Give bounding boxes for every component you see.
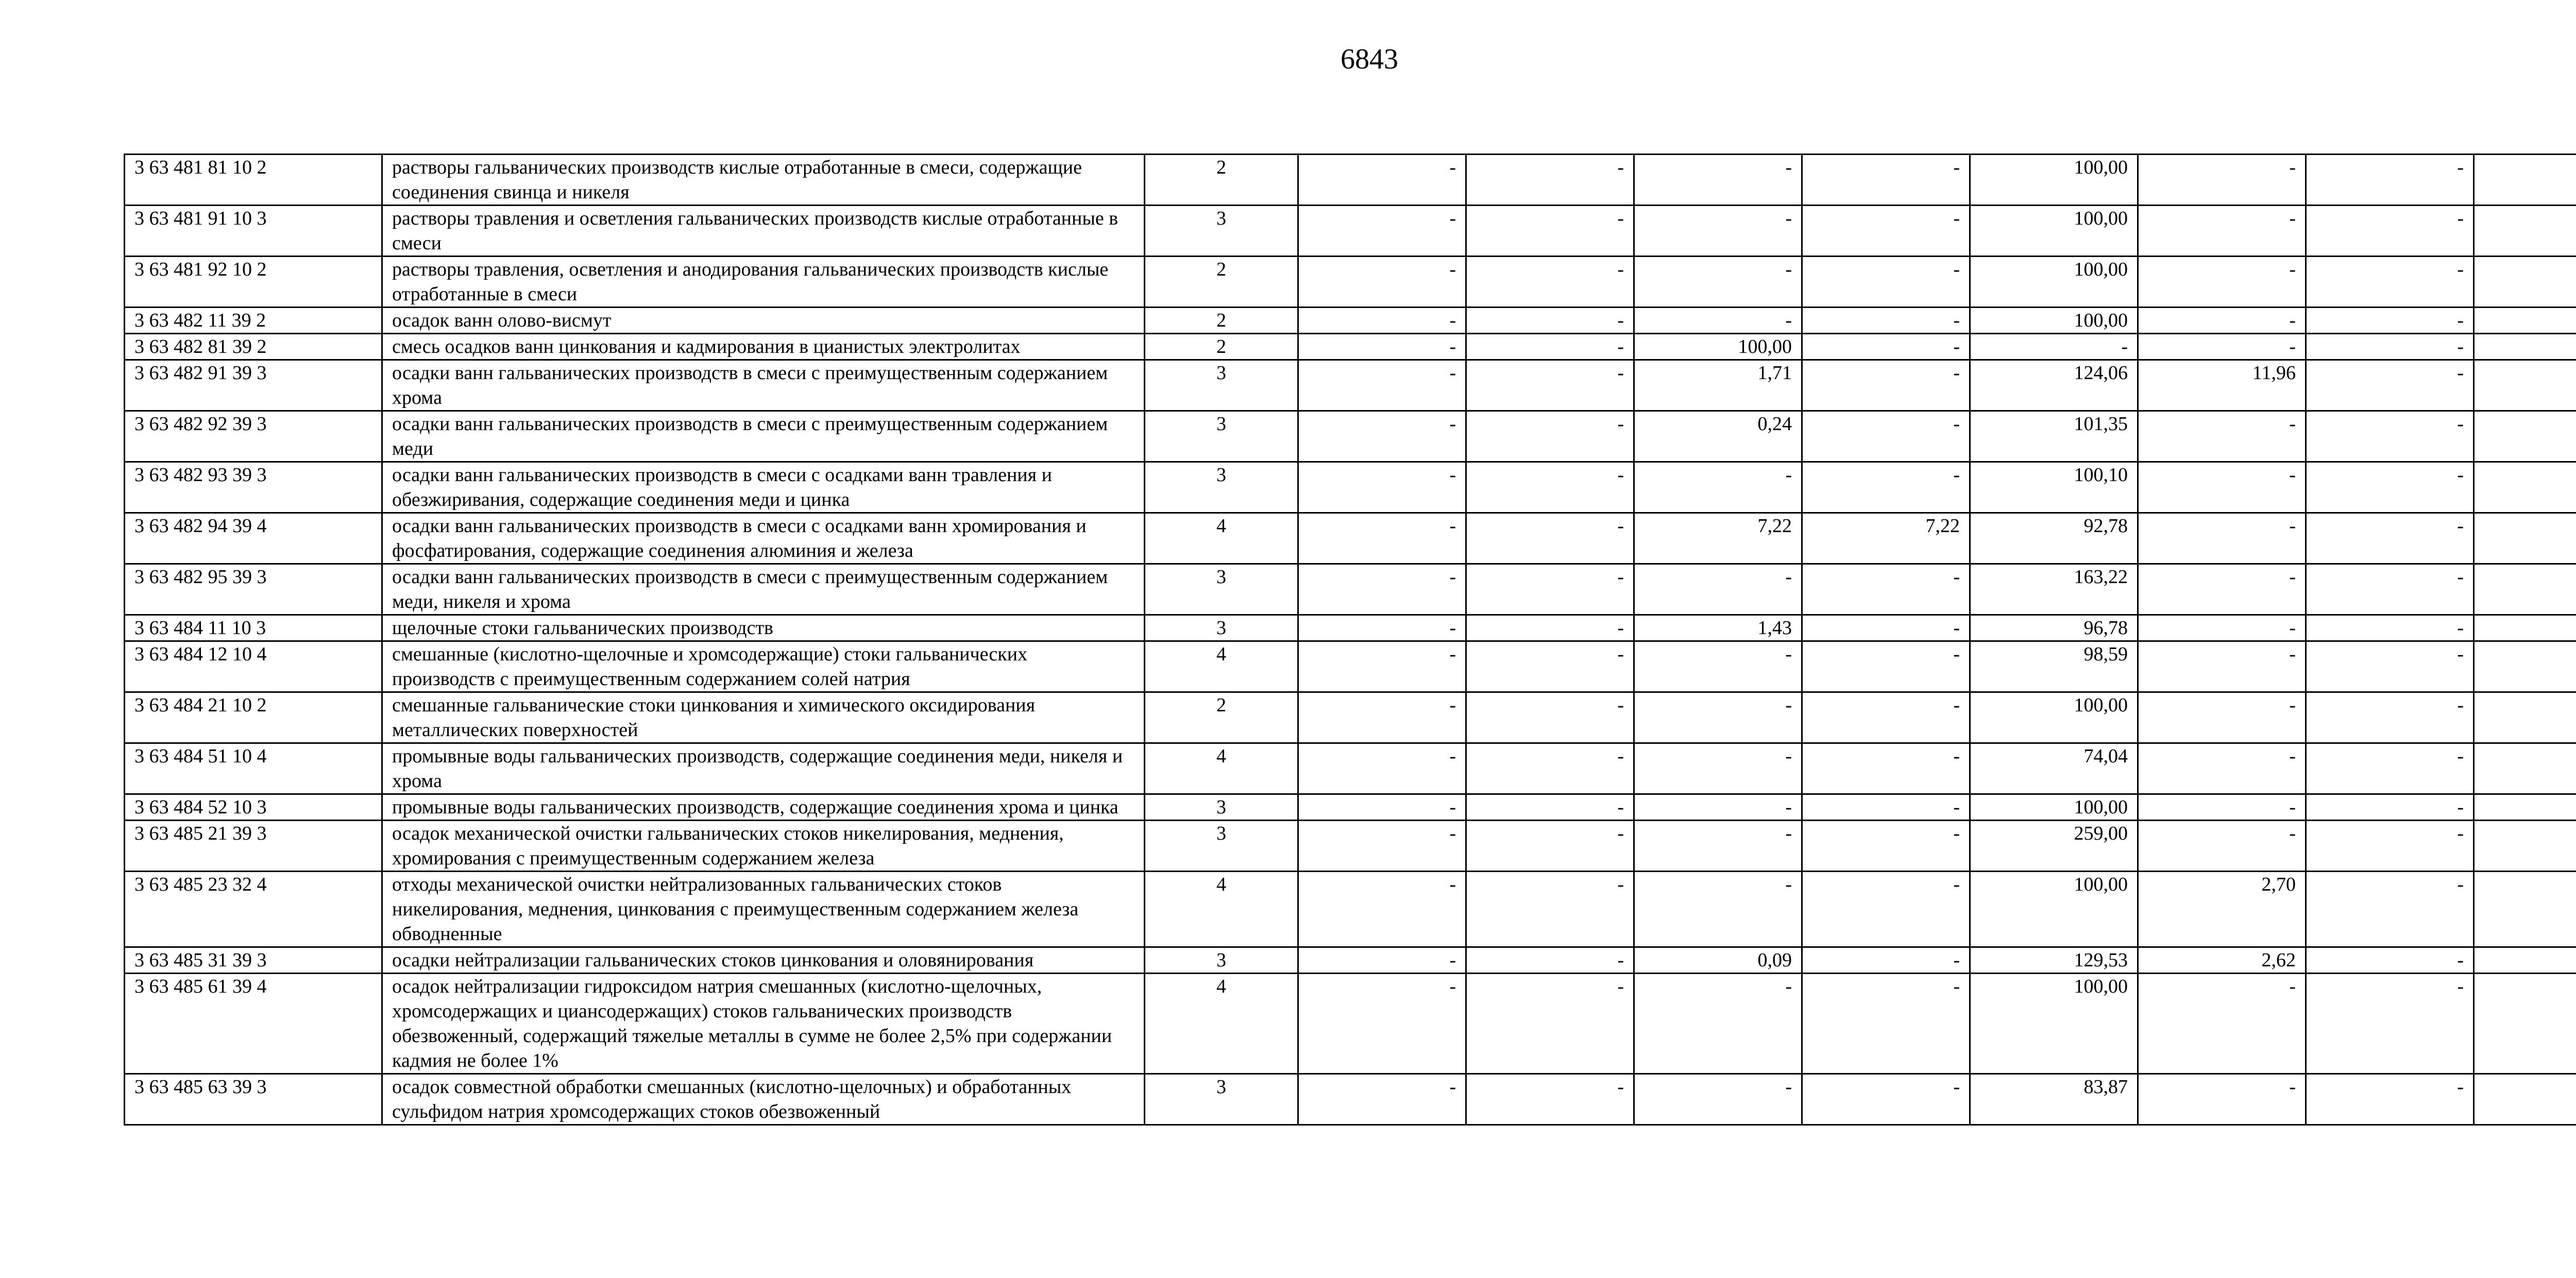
value-cell: 259,00 (1970, 821, 2138, 872)
value-cell: 100,00 (1970, 155, 2138, 206)
value-cell (2474, 411, 2576, 462)
value-cell: - (2306, 462, 2474, 513)
value-cell (2474, 947, 2576, 974)
value-cell: - (2138, 821, 2306, 872)
waste-name-cell: отходы механической очистки нейтрализованных гальванических стоков никелирования, меднения, цинкования с преимущественным содержанием железа обводненные (382, 872, 1145, 947)
value-cell: 83,87 (1970, 1074, 2138, 1125)
table-row (125, 206, 2576, 257)
value-cell (2474, 334, 2576, 360)
value-cell: - (1634, 462, 1802, 513)
value-cell: - (1466, 462, 1634, 513)
table-row (125, 743, 2576, 794)
waste-name-cell: промывные воды гальванических производств, содержащие соединения хрома и цинка (382, 794, 1145, 821)
value-cell: - (1802, 743, 1970, 794)
waste-name-cell: осадки ванн гальванических производств в смеси с преимущественным содержанием хрома (382, 360, 1145, 411)
value-cell (2474, 513, 2576, 564)
value-cell (2474, 462, 2576, 513)
value-cell: - (1802, 947, 1970, 974)
waste-code-cell: 3 63 484 12 10 4 (125, 641, 382, 692)
value-cell: 74,04 (1970, 743, 2138, 794)
value-cell: - (2306, 257, 2474, 308)
value-cell: - (1802, 794, 1970, 821)
value-cell: - (2306, 821, 2474, 872)
value-cell: - (1466, 564, 1634, 615)
value-cell: - (1298, 794, 1466, 821)
value-cell: - (2138, 462, 2306, 513)
value-cell: - (1298, 308, 1466, 334)
value-cell: 11,96 (2138, 360, 2306, 411)
table-row (125, 641, 2576, 692)
value-cell: - (1466, 155, 1634, 206)
waste-code-cell: 3 63 485 21 39 3 (125, 821, 382, 872)
value-cell: - (2138, 1074, 2306, 1125)
value-cell: 100,10 (1970, 462, 2138, 513)
value-cell: - (1298, 743, 1466, 794)
table-row (125, 462, 2576, 513)
waste-code-cell: 3 63 482 92 39 3 (125, 411, 382, 462)
value-cell: - (1298, 155, 1466, 206)
waste-code-cell: 3 63 482 93 39 3 (125, 462, 382, 513)
value-cell: - (2306, 1074, 2474, 1125)
value-cell: 163,22 (1970, 564, 2138, 615)
value-cell: 100,00 (1970, 308, 2138, 334)
value-cell: - (2138, 641, 2306, 692)
value-cell: - (1298, 257, 1466, 308)
hazard-class-cell: 3 (1145, 1074, 1298, 1125)
value-cell: - (2306, 411, 2474, 462)
value-cell: - (1802, 257, 1970, 308)
value-cell: - (2306, 334, 2474, 360)
hazard-class-cell: 3 (1145, 462, 1298, 513)
table-row (125, 308, 2576, 334)
value-cell: - (1634, 974, 1802, 1074)
table-body (125, 155, 2576, 1125)
value-cell (2474, 743, 2576, 794)
hazard-class-cell: 4 (1145, 513, 1298, 564)
value-cell: - (2306, 206, 2474, 257)
page-number: 6843 (1341, 43, 1398, 75)
waste-name-cell: осадок совместной обработки смешанных (кислотно-щелочных) и обработанных сульфидом натрия хромсодержащих стоков обезвоженный (382, 1074, 1145, 1125)
value-cell: - (1466, 308, 1634, 334)
value-cell: - (1466, 743, 1634, 794)
waste-code-cell: 3 63 485 61 39 4 (125, 974, 382, 1074)
value-cell (2474, 308, 2576, 334)
value-cell: - (1466, 1074, 1634, 1125)
hazard-class-cell: 3 (1145, 206, 1298, 257)
value-cell: - (2306, 794, 2474, 821)
value-cell: - (1634, 206, 1802, 257)
table-row (125, 821, 2576, 872)
table-row (125, 155, 2576, 206)
waste-name-cell: смешанные (кислотно-щелочные и хромсодержащие) стоки гальванических производств с преимущественным содержанием солей натрия (382, 641, 1145, 692)
value-cell: - (1466, 641, 1634, 692)
table-row (125, 360, 2576, 411)
value-cell: - (1802, 872, 1970, 947)
waste-name-cell: щелочные стоки гальванических производств (382, 615, 1145, 641)
table-row (125, 257, 2576, 308)
value-cell: - (2138, 155, 2306, 206)
waste-name-cell: растворы травления и осветления гальванических производств кислые отработанные в смеси (382, 206, 1145, 257)
value-cell: 1,71 (1634, 360, 1802, 411)
value-cell: - (1634, 692, 1802, 743)
hazard-class-cell: 2 (1145, 334, 1298, 360)
value-cell: - (1634, 641, 1802, 692)
hazard-class-cell: 3 (1145, 360, 1298, 411)
value-cell: - (1634, 743, 1802, 794)
value-cell: - (1634, 257, 1802, 308)
value-cell (2474, 872, 2576, 947)
value-cell (2474, 821, 2576, 872)
value-cell (2474, 155, 2576, 206)
value-cell: - (1802, 641, 1970, 692)
table-row (125, 513, 2576, 564)
value-cell: - (1466, 513, 1634, 564)
value-cell: 129,53 (1970, 947, 2138, 974)
hazard-class-cell: 4 (1145, 872, 1298, 947)
value-cell: - (2138, 692, 2306, 743)
waste-code-cell: 3 63 484 11 10 3 (125, 615, 382, 641)
waste-code-cell: 3 63 485 63 39 3 (125, 1074, 382, 1125)
value-cell: - (2306, 308, 2474, 334)
waste-name-cell: осадки ванн гальванических производств в смеси с преимущественным содержанием меди, никеля и хрома (382, 564, 1145, 615)
value-cell: 92,78 (1970, 513, 2138, 564)
waste-name-cell: осадки ванн гальванических производств в смеси с преимущественным содержанием меди (382, 411, 1145, 462)
value-cell: - (1802, 564, 1970, 615)
value-cell: - (1298, 692, 1466, 743)
value-cell: - (2138, 564, 2306, 615)
value-cell: - (1634, 794, 1802, 821)
value-cell: - (1634, 564, 1802, 615)
waste-classification-table (124, 154, 2576, 1126)
value-cell: 100,00 (1970, 206, 2138, 257)
value-cell: - (1466, 615, 1634, 641)
table-row (125, 1074, 2576, 1125)
hazard-class-cell: 3 (1145, 564, 1298, 615)
waste-name-cell: осадки нейтрализации гальванических стоков цинкования и оловянирования (382, 947, 1145, 974)
hazard-class-cell: 2 (1145, 692, 1298, 743)
hazard-class-cell: 2 (1145, 308, 1298, 334)
value-cell: - (2138, 615, 2306, 641)
value-cell: - (1466, 411, 1634, 462)
value-cell: 0,24 (1634, 411, 1802, 462)
waste-code-cell: 3 63 482 91 39 3 (125, 360, 382, 411)
value-cell: - (1802, 308, 1970, 334)
table-row (125, 872, 2576, 947)
table-row (125, 692, 2576, 743)
value-cell: - (1466, 974, 1634, 1074)
waste-name-cell: осадок нейтрализации гидроксидом натрия смешанных (кислотно-щелочных, хромсодержащих и циансодержащих) стоков гальванических производств обезвоженный, содержащий тяжелые металлы в сумме не более 2,5% при содержании кадмия не более 1% (382, 974, 1145, 1074)
table-row (125, 564, 2576, 615)
value-cell: 96,78 (1970, 615, 2138, 641)
value-cell: - (2138, 308, 2306, 334)
waste-code-cell: 3 63 481 91 10 3 (125, 206, 382, 257)
table-row (125, 794, 2576, 821)
table-row (125, 411, 2576, 462)
value-cell: - (1634, 308, 1802, 334)
value-cell: - (1466, 821, 1634, 872)
value-cell: - (1298, 411, 1466, 462)
value-cell: - (1802, 462, 1970, 513)
value-cell: - (2138, 794, 2306, 821)
value-cell: - (1298, 334, 1466, 360)
value-cell: 100,00 (1970, 872, 2138, 947)
waste-name-cell: осадок ванн олово-висмут (382, 308, 1145, 334)
value-cell: - (1298, 947, 1466, 974)
value-cell: 7,22 (1802, 513, 1970, 564)
value-cell: - (2306, 615, 2474, 641)
value-cell: - (2306, 974, 2474, 1074)
table-row (125, 334, 2576, 360)
value-cell: - (1802, 615, 1970, 641)
value-cell: - (1298, 513, 1466, 564)
value-cell (2474, 641, 2576, 692)
waste-code-cell: 3 63 482 81 39 2 (125, 334, 382, 360)
value-cell: 124,06 (1970, 360, 2138, 411)
value-cell: - (1466, 872, 1634, 947)
value-cell: - (2306, 743, 2474, 794)
waste-code-cell: 3 63 481 92 10 2 (125, 257, 382, 308)
waste-code-cell: 3 63 482 94 39 4 (125, 513, 382, 564)
waste-name-cell: осадки ванн гальванических производств в смеси с осадками ванн хромирования и фосфатирования, содержащие соединения алюминия и железа (382, 513, 1145, 564)
value-cell (2474, 206, 2576, 257)
value-cell: - (2306, 513, 2474, 564)
value-cell: - (1802, 334, 1970, 360)
value-cell: - (2306, 872, 2474, 947)
value-cell: - (2306, 947, 2474, 974)
value-cell (2474, 564, 2576, 615)
waste-name-cell: растворы травления, осветления и анодирования гальванических производств кислые отработанные в смеси (382, 257, 1145, 308)
hazard-class-cell: 3 (1145, 411, 1298, 462)
value-cell: - (2138, 257, 2306, 308)
value-cell: - (1466, 257, 1634, 308)
hazard-class-cell: 2 (1145, 155, 1298, 206)
waste-code-cell: 3 63 481 81 10 2 (125, 155, 382, 206)
value-cell: 2,62 (2138, 947, 2306, 974)
value-cell: - (2306, 360, 2474, 411)
value-cell: - (2306, 641, 2474, 692)
value-cell: - (1298, 821, 1466, 872)
value-cell: - (2138, 411, 2306, 462)
hazard-class-cell: 3 (1145, 794, 1298, 821)
hazard-class-cell: 3 (1145, 615, 1298, 641)
waste-code-cell: 3 63 482 95 39 3 (125, 564, 382, 615)
value-cell: - (2138, 743, 2306, 794)
value-cell: 100,00 (1970, 794, 2138, 821)
value-cell: - (1802, 411, 1970, 462)
value-cell (2474, 794, 2576, 821)
table-row (125, 974, 2576, 1074)
value-cell (2474, 615, 2576, 641)
value-cell: - (1298, 462, 1466, 513)
value-cell: - (2138, 206, 2306, 257)
value-cell: - (1298, 641, 1466, 692)
value-cell (2474, 1074, 2576, 1125)
value-cell: 7,22 (1634, 513, 1802, 564)
value-cell: 0,09 (1634, 947, 1802, 974)
value-cell: - (1298, 974, 1466, 1074)
hazard-class-cell: 3 (1145, 821, 1298, 872)
value-cell: - (1298, 1074, 1466, 1125)
value-cell: - (2306, 564, 2474, 615)
hazard-class-cell: 4 (1145, 974, 1298, 1074)
value-cell: - (2306, 155, 2474, 206)
hazard-class-cell: 4 (1145, 743, 1298, 794)
value-cell: 100,00 (1970, 692, 2138, 743)
value-cell: - (1802, 974, 1970, 1074)
value-cell: - (1802, 155, 1970, 206)
value-cell: - (2306, 692, 2474, 743)
value-cell: - (1634, 155, 1802, 206)
value-cell (2474, 257, 2576, 308)
waste-code-cell: 3 63 484 21 10 2 (125, 692, 382, 743)
value-cell: - (1298, 206, 1466, 257)
value-cell: 100,00 (1970, 257, 2138, 308)
hazard-class-cell: 3 (1145, 947, 1298, 974)
value-cell: 100,00 (1970, 974, 2138, 1074)
value-cell (2474, 360, 2576, 411)
value-cell: - (1298, 360, 1466, 411)
value-cell: - (1970, 334, 2138, 360)
value-cell: - (1466, 360, 1634, 411)
hazard-class-cell: 2 (1145, 257, 1298, 308)
value-cell: - (1802, 821, 1970, 872)
value-cell: - (1466, 794, 1634, 821)
value-cell: - (1634, 821, 1802, 872)
table-row (125, 947, 2576, 974)
value-cell: - (1466, 947, 1634, 974)
value-cell: 2,70 (2138, 872, 2306, 947)
waste-code-cell: 3 63 484 51 10 4 (125, 743, 382, 794)
waste-name-cell: смесь осадков ванн цинкования и кадмирования в цианистых электролитах (382, 334, 1145, 360)
value-cell: - (2138, 334, 2306, 360)
waste-name-cell: осадок механической очистки гальванических стоков никелирования, меднения, хромирования с преимущественным содержанием железа (382, 821, 1145, 872)
value-cell: 101,35 (1970, 411, 2138, 462)
value-cell: - (1298, 564, 1466, 615)
value-cell: 1,43 (1634, 615, 1802, 641)
value-cell: 98,59 (1970, 641, 2138, 692)
value-cell: - (1802, 360, 1970, 411)
hazard-class-cell: 4 (1145, 641, 1298, 692)
value-cell: - (1802, 1074, 1970, 1125)
value-cell: - (1466, 334, 1634, 360)
value-cell: - (1466, 692, 1634, 743)
waste-name-cell: осадки ванн гальванических производств в смеси с осадками ванн травления и обезжиривания, содержащие соединения меди и цинка (382, 462, 1145, 513)
waste-code-cell: 3 63 482 11 39 2 (125, 308, 382, 334)
waste-name-cell: смешанные гальванические стоки цинкования и химического оксидирования металлических поверхностей (382, 692, 1145, 743)
value-cell: - (1634, 872, 1802, 947)
value-cell: 100,00 (1634, 334, 1802, 360)
waste-name-cell: растворы гальванических производств кислые отработанные в смеси, содержащие соединения свинца и никеля (382, 155, 1145, 206)
value-cell (2474, 974, 2576, 1074)
value-cell: - (1298, 615, 1466, 641)
value-cell: - (1298, 872, 1466, 947)
waste-name-cell: промывные воды гальванических производств, содержащие соединения меди, никеля и хрома (382, 743, 1145, 794)
value-cell: - (1802, 692, 1970, 743)
waste-code-cell: 3 63 485 31 39 3 (125, 947, 382, 974)
waste-code-cell: 3 63 485 23 32 4 (125, 872, 382, 947)
value-cell: - (2138, 513, 2306, 564)
value-cell: - (1802, 206, 1970, 257)
table-row (125, 615, 2576, 641)
value-cell: - (1466, 206, 1634, 257)
value-cell: - (2138, 974, 2306, 1074)
waste-code-cell: 3 63 484 52 10 3 (125, 794, 382, 821)
value-cell (2474, 692, 2576, 743)
value-cell: - (1634, 1074, 1802, 1125)
